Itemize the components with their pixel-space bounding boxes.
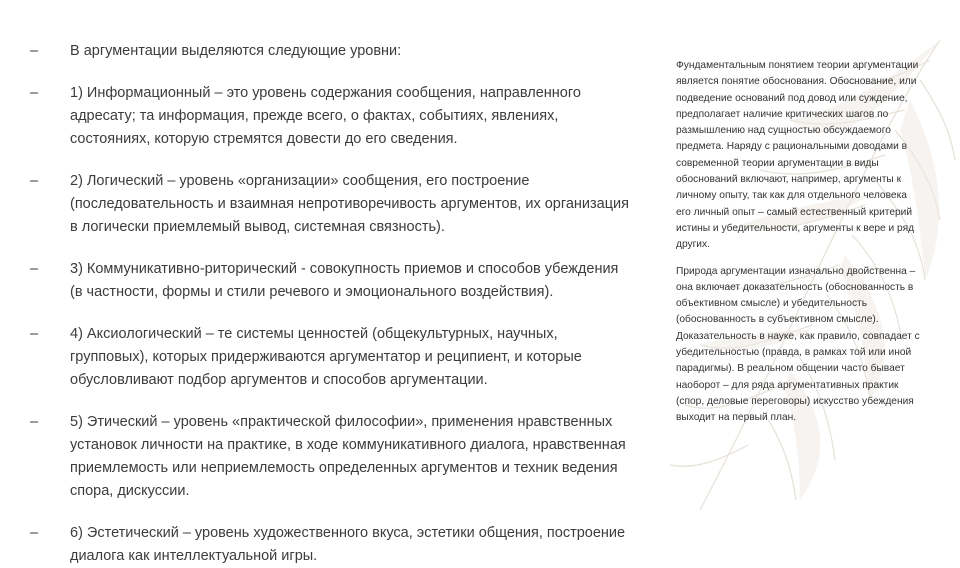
- list-dash: –: [30, 414, 39, 430]
- list-item: [30, 411, 630, 503]
- argumentation-levels-list: [30, 40, 630, 568]
- list-item: [30, 258, 630, 304]
- list-dash: –: [30, 85, 39, 101]
- list-dash: –: [30, 326, 39, 342]
- paragraph-nature: Природа аргументации изначально двойственна – она включает доказательность (обоснованность в объективном смысле) и убедительность (обоснованность в субъективном смысле). Доказательность в науке, как правило, совпадает с убедительностью (правда, в рамках той или иной парадигмы). В реальном общении часто бывает наоборот – для ряда аргументативных практик (спор, деловые переговоры) искусство убеждения выходит на первый план.: [676, 265, 920, 424]
- list-dash: –: [30, 43, 39, 59]
- list-item-text: 4) Аксиологический – те системы ценностей (общекультурных, научных, групповых), которых придерживаются аргументатор и реципиент, и которые обусловливают подбор аргументов и способов аргументации.: [70, 326, 582, 388]
- list-dash: –: [30, 261, 39, 277]
- list-item-text: 1) Информационный – это уровень содержания сообщения, направленного адресату; та информация, прежде всего, о фактах, событиях, явлениях, состояниях, которую стремятся довести до его сведения.: [70, 85, 581, 147]
- list-item: [30, 323, 630, 392]
- list-item-text: 5) Этический – уровень «практической философии», применения нравственных установок личности на практике, в ходе коммуникативного диалога, нравственная приемлемость или неприемлемость определенных аргументов и техник ведения спора, дискуссии.: [70, 414, 626, 499]
- paragraph-foundation: Фундаментальным понятием теории аргументации является понятие обоснования. Обоснование, или подведение оснований под довод или суждение, предполагает наличие критических шагов по размышлению над сущностью обсуждаемого предмета. Наряду с рациональными доводами в современной теории аргументации в виды обоснований включают, например, аргументы к личному опыту, так как для отдельного человека его личный опыт – самый естественный критерий истины и убедительности, аргументы к вере и ряд других.: [676, 60, 919, 251]
- list-dash: –: [30, 525, 39, 541]
- list-item-text: 2) Логический – уровень «организации» сообщения, его построение (последовательность и взаимная непротиворечивость аргументов, их организация в логически приемлемый вывод, системная связность).: [70, 173, 629, 235]
- list-item-text: 6) Эстетический – уровень художественного вкуса, эстетики общения, построение диалога как интеллектуальной игры.: [70, 525, 626, 564]
- right-text-column: [676, 58, 922, 427]
- list-dash: –: [30, 173, 39, 189]
- list-item-text: 3) Коммуникативно-риторический - совокупность приемов и способов убеждения (в частности, формы и стили речевого и эмоционального воздействия).: [70, 261, 619, 300]
- list-item: [30, 522, 630, 568]
- list-item: [30, 40, 630, 63]
- list-item: [30, 82, 630, 151]
- list-item: [30, 170, 630, 239]
- list-item-text: В аргументации выделяются следующие уровни:: [70, 43, 402, 59]
